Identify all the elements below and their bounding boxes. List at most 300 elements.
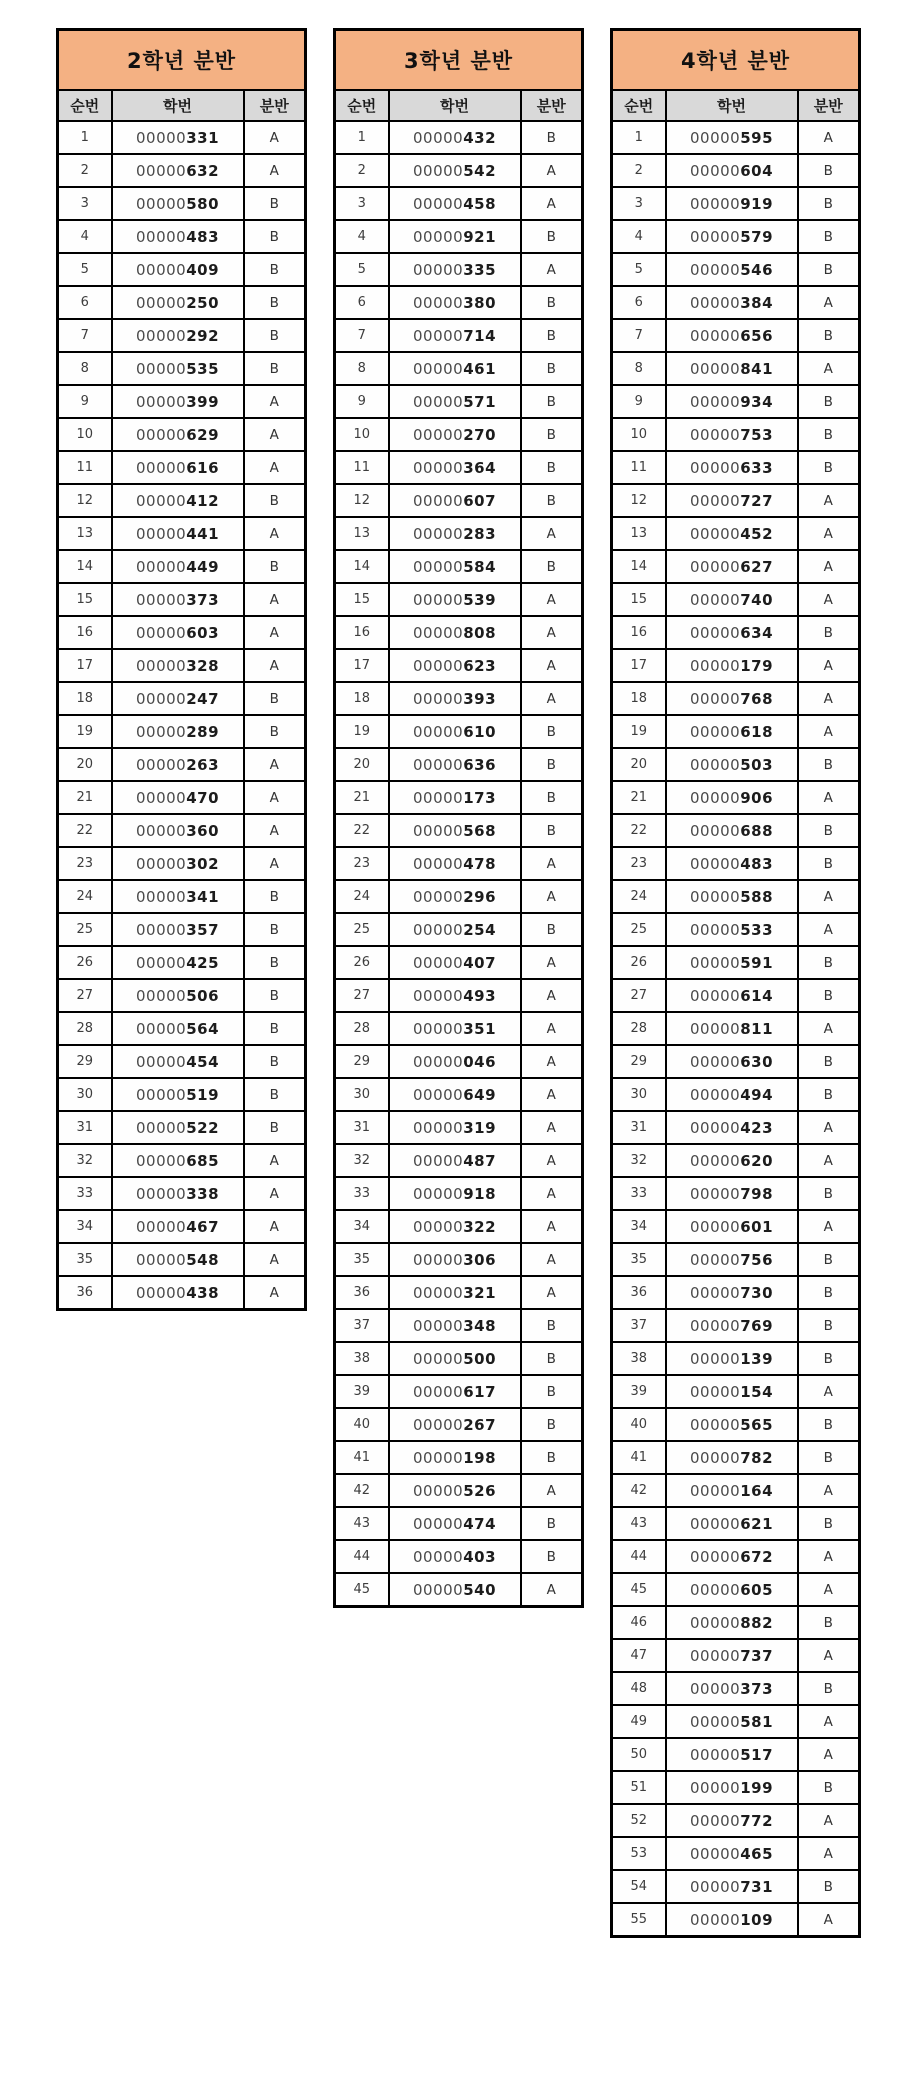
student-id bbox=[389, 1441, 521, 1474]
section-value: B bbox=[521, 451, 583, 484]
section-value: A bbox=[798, 1540, 860, 1573]
row-number: 11 bbox=[58, 451, 112, 484]
row-number: 29 bbox=[58, 1045, 112, 1078]
section-value: A bbox=[244, 1177, 306, 1210]
student-id bbox=[666, 550, 798, 583]
table-row bbox=[58, 979, 306, 1012]
student-id bbox=[389, 1243, 521, 1276]
row-number: 31 bbox=[58, 1111, 112, 1144]
table-title-row bbox=[58, 30, 306, 91]
student-id bbox=[666, 748, 798, 781]
student-id bbox=[112, 748, 244, 781]
student-id-mask: 00000 bbox=[689, 1679, 741, 1698]
student-id-mask: 00000 bbox=[412, 1547, 464, 1566]
student-id bbox=[389, 847, 521, 880]
table-row bbox=[335, 1243, 583, 1276]
student-id-mask: 00000 bbox=[689, 722, 741, 741]
table-row bbox=[335, 352, 583, 385]
student-id bbox=[389, 286, 521, 319]
section-value: B bbox=[244, 187, 306, 220]
student-id-suffix: 604 bbox=[740, 161, 774, 180]
student-id-suffix: 164 bbox=[740, 1481, 774, 1500]
student-id-mask: 00000 bbox=[689, 623, 741, 642]
section-value: A bbox=[798, 484, 860, 517]
section-value: B bbox=[798, 1309, 860, 1342]
section-value: B bbox=[521, 418, 583, 451]
student-id-mask: 00000 bbox=[412, 1085, 464, 1104]
student-id-suffix: 918 bbox=[463, 1184, 497, 1203]
student-id-mask: 00000 bbox=[689, 392, 741, 411]
table-title: 3학년 분반 bbox=[335, 30, 583, 91]
row-number: 4 bbox=[335, 220, 389, 253]
row-number: 43 bbox=[335, 1507, 389, 1540]
section-value: A bbox=[521, 154, 583, 187]
student-id-mask: 00000 bbox=[689, 1448, 741, 1467]
student-id-mask: 00000 bbox=[412, 227, 464, 246]
row-number: 1 bbox=[612, 121, 666, 154]
student-id bbox=[389, 748, 521, 781]
student-id-suffix: 432 bbox=[463, 128, 497, 147]
section-value: B bbox=[798, 451, 860, 484]
table-row bbox=[58, 682, 306, 715]
student-id-suffix: 782 bbox=[740, 1448, 774, 1467]
row-number: 2 bbox=[58, 154, 112, 187]
table-row bbox=[58, 121, 306, 154]
section-value: A bbox=[244, 451, 306, 484]
student-id-suffix: 601 bbox=[740, 1217, 774, 1236]
student-id-suffix: 380 bbox=[463, 293, 497, 312]
student-id bbox=[389, 682, 521, 715]
row-number: 41 bbox=[335, 1441, 389, 1474]
student-id-suffix: 283 bbox=[463, 524, 497, 543]
student-id bbox=[666, 1210, 798, 1243]
student-id-suffix: 627 bbox=[740, 557, 774, 576]
section-value: A bbox=[798, 1111, 860, 1144]
table-row bbox=[335, 1540, 583, 1573]
section-value: B bbox=[244, 220, 306, 253]
student-id-suffix: 250 bbox=[186, 293, 220, 312]
student-id-mask: 00000 bbox=[689, 1481, 741, 1500]
student-id bbox=[666, 1276, 798, 1309]
table-row bbox=[58, 649, 306, 682]
section-value: B bbox=[244, 1012, 306, 1045]
row-number: 22 bbox=[335, 814, 389, 847]
student-id-mask: 00000 bbox=[412, 1382, 464, 1401]
student-id-suffix: 503 bbox=[740, 755, 774, 774]
section-value: A bbox=[798, 781, 860, 814]
student-id-mask: 00000 bbox=[135, 293, 187, 312]
table-row bbox=[58, 880, 306, 913]
student-id bbox=[666, 1045, 798, 1078]
table-row bbox=[335, 1078, 583, 1111]
section-value: A bbox=[521, 1078, 583, 1111]
table-row bbox=[58, 1078, 306, 1111]
row-number: 2 bbox=[335, 154, 389, 187]
student-id-mask: 00000 bbox=[689, 1019, 741, 1038]
student-id-mask: 00000 bbox=[135, 656, 187, 675]
student-id-suffix: 399 bbox=[186, 392, 220, 411]
table-row bbox=[335, 1375, 583, 1408]
row-number: 39 bbox=[335, 1375, 389, 1408]
table-row bbox=[612, 1573, 860, 1606]
table-row bbox=[612, 946, 860, 979]
student-id bbox=[112, 1111, 244, 1144]
row-number: 26 bbox=[58, 946, 112, 979]
row-number: 41 bbox=[612, 1441, 666, 1474]
student-id-suffix: 727 bbox=[740, 491, 774, 510]
student-id bbox=[389, 319, 521, 352]
table-row bbox=[58, 847, 306, 880]
table-row bbox=[612, 517, 860, 550]
section-value: A bbox=[244, 781, 306, 814]
student-id bbox=[389, 979, 521, 1012]
student-id-mask: 00000 bbox=[412, 623, 464, 642]
section-value: B bbox=[521, 1342, 583, 1375]
student-id-suffix: 357 bbox=[186, 920, 220, 939]
row-number: 6 bbox=[58, 286, 112, 319]
row-number: 15 bbox=[335, 583, 389, 616]
student-id-mask: 00000 bbox=[412, 1514, 464, 1533]
student-id-suffix: 526 bbox=[463, 1481, 497, 1500]
student-id-mask: 00000 bbox=[412, 689, 464, 708]
table-row bbox=[612, 1441, 860, 1474]
student-id-mask: 00000 bbox=[412, 194, 464, 213]
student-id bbox=[666, 1243, 798, 1276]
student-id bbox=[389, 1111, 521, 1144]
student-id bbox=[389, 781, 521, 814]
section-value: A bbox=[798, 1573, 860, 1606]
student-id bbox=[389, 352, 521, 385]
student-id-suffix: 649 bbox=[463, 1085, 497, 1104]
student-id-mask: 00000 bbox=[412, 1448, 464, 1467]
student-id-suffix: 199 bbox=[740, 1778, 774, 1797]
section-value: A bbox=[521, 253, 583, 286]
student-id-suffix: 584 bbox=[463, 557, 497, 576]
student-id-mask: 00000 bbox=[412, 557, 464, 576]
student-id bbox=[389, 385, 521, 418]
row-number: 45 bbox=[612, 1573, 666, 1606]
row-number: 30 bbox=[58, 1078, 112, 1111]
grade-4-table-body bbox=[612, 121, 860, 1937]
student-id-mask: 00000 bbox=[689, 1613, 741, 1632]
table-row bbox=[335, 913, 583, 946]
student-id-suffix: 621 bbox=[740, 1514, 774, 1533]
student-id bbox=[389, 1375, 521, 1408]
student-id-mask: 00000 bbox=[689, 128, 741, 147]
table-row bbox=[612, 1639, 860, 1672]
table-row bbox=[335, 1111, 583, 1144]
student-id-suffix: 302 bbox=[186, 854, 220, 873]
student-id-suffix: 540 bbox=[463, 1580, 497, 1599]
student-id-suffix: 423 bbox=[740, 1118, 774, 1137]
student-id bbox=[389, 715, 521, 748]
student-id-suffix: 384 bbox=[740, 293, 774, 312]
student-id-suffix: 322 bbox=[463, 1217, 497, 1236]
section-value: B bbox=[244, 946, 306, 979]
table-row bbox=[58, 748, 306, 781]
student-id-mask: 00000 bbox=[135, 854, 187, 873]
row-number: 18 bbox=[335, 682, 389, 715]
student-id-mask: 00000 bbox=[135, 161, 187, 180]
table-row bbox=[612, 1507, 860, 1540]
student-id-mask: 00000 bbox=[689, 194, 741, 213]
student-id-mask: 00000 bbox=[689, 1118, 741, 1137]
table-row bbox=[58, 220, 306, 253]
student-id-suffix: 921 bbox=[463, 227, 497, 246]
student-id-suffix: 454 bbox=[186, 1052, 220, 1071]
table-row bbox=[58, 814, 306, 847]
row-number: 34 bbox=[335, 1210, 389, 1243]
row-number: 49 bbox=[612, 1705, 666, 1738]
student-id-mask: 00000 bbox=[412, 161, 464, 180]
column-header-row bbox=[335, 90, 583, 121]
student-id bbox=[389, 1045, 521, 1078]
table-row bbox=[612, 1903, 860, 1937]
table-row bbox=[335, 1012, 583, 1045]
section-value: B bbox=[798, 1441, 860, 1474]
student-id-mask: 00000 bbox=[689, 1052, 741, 1071]
student-id bbox=[666, 154, 798, 187]
student-id-mask: 00000 bbox=[689, 656, 741, 675]
row-number: 36 bbox=[612, 1276, 666, 1309]
student-id-suffix: 568 bbox=[463, 821, 497, 840]
table-row bbox=[58, 913, 306, 946]
student-id bbox=[112, 451, 244, 484]
section-value: B bbox=[521, 748, 583, 781]
section-value: B bbox=[244, 319, 306, 352]
section-value: B bbox=[798, 1672, 860, 1705]
row-number: 52 bbox=[612, 1804, 666, 1837]
student-id-mask: 00000 bbox=[412, 425, 464, 444]
row-number: 29 bbox=[335, 1045, 389, 1078]
student-id-suffix: 811 bbox=[740, 1019, 774, 1038]
student-id-mask: 00000 bbox=[135, 1250, 187, 1269]
student-id bbox=[389, 451, 521, 484]
student-id-mask: 00000 bbox=[135, 128, 187, 147]
student-id-suffix: 588 bbox=[740, 887, 774, 906]
section-value: A bbox=[244, 616, 306, 649]
row-number: 50 bbox=[612, 1738, 666, 1771]
table-row bbox=[612, 187, 860, 220]
student-id-mask: 00000 bbox=[412, 788, 464, 807]
student-id bbox=[666, 418, 798, 451]
student-id-suffix: 452 bbox=[740, 524, 774, 543]
student-id bbox=[112, 814, 244, 847]
table-row bbox=[58, 1276, 306, 1310]
student-id-mask: 00000 bbox=[135, 227, 187, 246]
table-row bbox=[612, 781, 860, 814]
student-id-suffix: 425 bbox=[186, 953, 220, 972]
table-row bbox=[612, 154, 860, 187]
row-number: 23 bbox=[58, 847, 112, 880]
row-number: 8 bbox=[58, 352, 112, 385]
student-id-suffix: 618 bbox=[740, 722, 774, 741]
column-header-section: 분반 bbox=[244, 90, 306, 121]
table-row bbox=[58, 187, 306, 220]
student-id bbox=[666, 121, 798, 154]
section-value: B bbox=[798, 1606, 860, 1639]
table-row bbox=[335, 517, 583, 550]
row-number: 28 bbox=[612, 1012, 666, 1045]
row-number: 22 bbox=[58, 814, 112, 847]
student-id-suffix: 458 bbox=[463, 194, 497, 213]
row-number: 20 bbox=[612, 748, 666, 781]
section-value: B bbox=[798, 220, 860, 253]
student-id-mask: 00000 bbox=[135, 887, 187, 906]
table-row bbox=[335, 385, 583, 418]
row-number: 42 bbox=[335, 1474, 389, 1507]
row-number: 21 bbox=[335, 781, 389, 814]
student-id-mask: 00000 bbox=[412, 491, 464, 510]
student-id-mask: 00000 bbox=[689, 491, 741, 510]
student-id bbox=[389, 484, 521, 517]
student-id bbox=[112, 682, 244, 715]
row-number: 28 bbox=[335, 1012, 389, 1045]
section-value: B bbox=[798, 946, 860, 979]
section-value: B bbox=[798, 1771, 860, 1804]
student-id bbox=[112, 220, 244, 253]
table-row bbox=[612, 847, 860, 880]
row-number: 7 bbox=[58, 319, 112, 352]
section-value: B bbox=[798, 847, 860, 880]
student-id bbox=[666, 484, 798, 517]
table-row bbox=[335, 1408, 583, 1441]
student-id-suffix: 289 bbox=[186, 722, 220, 741]
table-row bbox=[335, 979, 583, 1012]
table-row bbox=[58, 253, 306, 286]
section-value: B bbox=[798, 979, 860, 1012]
row-number: 18 bbox=[612, 682, 666, 715]
student-id bbox=[666, 1672, 798, 1705]
student-id bbox=[666, 1177, 798, 1210]
student-id-suffix: 617 bbox=[463, 1382, 497, 1401]
section-value: A bbox=[798, 1837, 860, 1870]
table-row bbox=[335, 715, 583, 748]
student-id-mask: 00000 bbox=[689, 1316, 741, 1335]
student-id bbox=[666, 913, 798, 946]
row-number: 26 bbox=[612, 946, 666, 979]
student-id-mask: 00000 bbox=[135, 953, 187, 972]
student-id-suffix: 500 bbox=[463, 1349, 497, 1368]
student-id-suffix: 494 bbox=[740, 1085, 774, 1104]
row-number: 5 bbox=[612, 253, 666, 286]
student-id-suffix: 364 bbox=[463, 458, 497, 477]
student-id-mask: 00000 bbox=[689, 920, 741, 939]
section-value: B bbox=[521, 1441, 583, 1474]
student-id bbox=[666, 1342, 798, 1375]
student-id bbox=[389, 121, 521, 154]
row-number: 33 bbox=[612, 1177, 666, 1210]
student-id bbox=[389, 946, 521, 979]
student-id bbox=[666, 1441, 798, 1474]
row-number: 48 bbox=[612, 1672, 666, 1705]
student-id-mask: 00000 bbox=[135, 722, 187, 741]
student-id-mask: 00000 bbox=[412, 590, 464, 609]
student-id-mask: 00000 bbox=[412, 458, 464, 477]
row-number: 15 bbox=[612, 583, 666, 616]
section-value: A bbox=[521, 1177, 583, 1210]
student-id-mask: 00000 bbox=[689, 1085, 741, 1104]
student-id-suffix: 483 bbox=[186, 227, 220, 246]
student-id-suffix: 714 bbox=[463, 326, 497, 345]
student-id bbox=[666, 1408, 798, 1441]
student-id-mask: 00000 bbox=[689, 1151, 741, 1170]
table-row bbox=[612, 748, 860, 781]
student-id bbox=[666, 1639, 798, 1672]
student-id-mask: 00000 bbox=[689, 1382, 741, 1401]
table-row bbox=[335, 187, 583, 220]
student-id bbox=[389, 1012, 521, 1045]
table-row bbox=[612, 319, 860, 352]
section-value: A bbox=[798, 1144, 860, 1177]
section-value: B bbox=[521, 814, 583, 847]
row-number: 30 bbox=[612, 1078, 666, 1111]
section-value: A bbox=[244, 1276, 306, 1310]
student-id-suffix: 756 bbox=[740, 1250, 774, 1269]
section-value: B bbox=[798, 814, 860, 847]
student-id-suffix: 605 bbox=[740, 1580, 774, 1599]
table-row bbox=[335, 649, 583, 682]
student-id bbox=[112, 1045, 244, 1078]
section-value: B bbox=[521, 121, 583, 154]
student-id bbox=[666, 385, 798, 418]
section-value: A bbox=[521, 649, 583, 682]
student-id-suffix: 629 bbox=[186, 425, 220, 444]
student-id-mask: 00000 bbox=[135, 1085, 187, 1104]
student-id-suffix: 296 bbox=[463, 887, 497, 906]
row-number: 7 bbox=[335, 319, 389, 352]
section-value: A bbox=[521, 583, 583, 616]
student-id-suffix: 267 bbox=[463, 1415, 497, 1434]
student-id-suffix: 630 bbox=[740, 1052, 774, 1071]
section-value: A bbox=[244, 154, 306, 187]
table-row bbox=[58, 583, 306, 616]
section-value: A bbox=[798, 1639, 860, 1672]
row-number: 5 bbox=[58, 253, 112, 286]
section-value: A bbox=[521, 1111, 583, 1144]
student-id bbox=[112, 979, 244, 1012]
student-id-mask: 00000 bbox=[689, 1250, 741, 1269]
student-id bbox=[389, 1144, 521, 1177]
student-id-mask: 00000 bbox=[135, 788, 187, 807]
table-row bbox=[612, 121, 860, 154]
student-id bbox=[666, 1738, 798, 1771]
student-id bbox=[112, 550, 244, 583]
student-id-mask: 00000 bbox=[135, 491, 187, 510]
row-number: 17 bbox=[58, 649, 112, 682]
student-id-mask: 00000 bbox=[689, 557, 741, 576]
row-number: 14 bbox=[612, 550, 666, 583]
student-id-suffix: 506 bbox=[186, 986, 220, 1005]
section-value: A bbox=[521, 1276, 583, 1309]
section-value: B bbox=[798, 1078, 860, 1111]
table-row bbox=[335, 946, 583, 979]
section-value: B bbox=[244, 286, 306, 319]
student-id-suffix: 565 bbox=[740, 1415, 774, 1434]
student-id-mask: 00000 bbox=[412, 854, 464, 873]
student-id bbox=[666, 517, 798, 550]
row-number: 12 bbox=[58, 484, 112, 517]
row-number: 3 bbox=[58, 187, 112, 220]
student-id-mask: 00000 bbox=[412, 1349, 464, 1368]
section-value: B bbox=[798, 1243, 860, 1276]
student-id bbox=[666, 253, 798, 286]
section-value: B bbox=[244, 880, 306, 913]
student-id-suffix: 438 bbox=[186, 1283, 220, 1302]
student-id-suffix: 474 bbox=[463, 1514, 497, 1533]
table-row bbox=[335, 220, 583, 253]
grade-3-table-body bbox=[335, 121, 583, 1607]
